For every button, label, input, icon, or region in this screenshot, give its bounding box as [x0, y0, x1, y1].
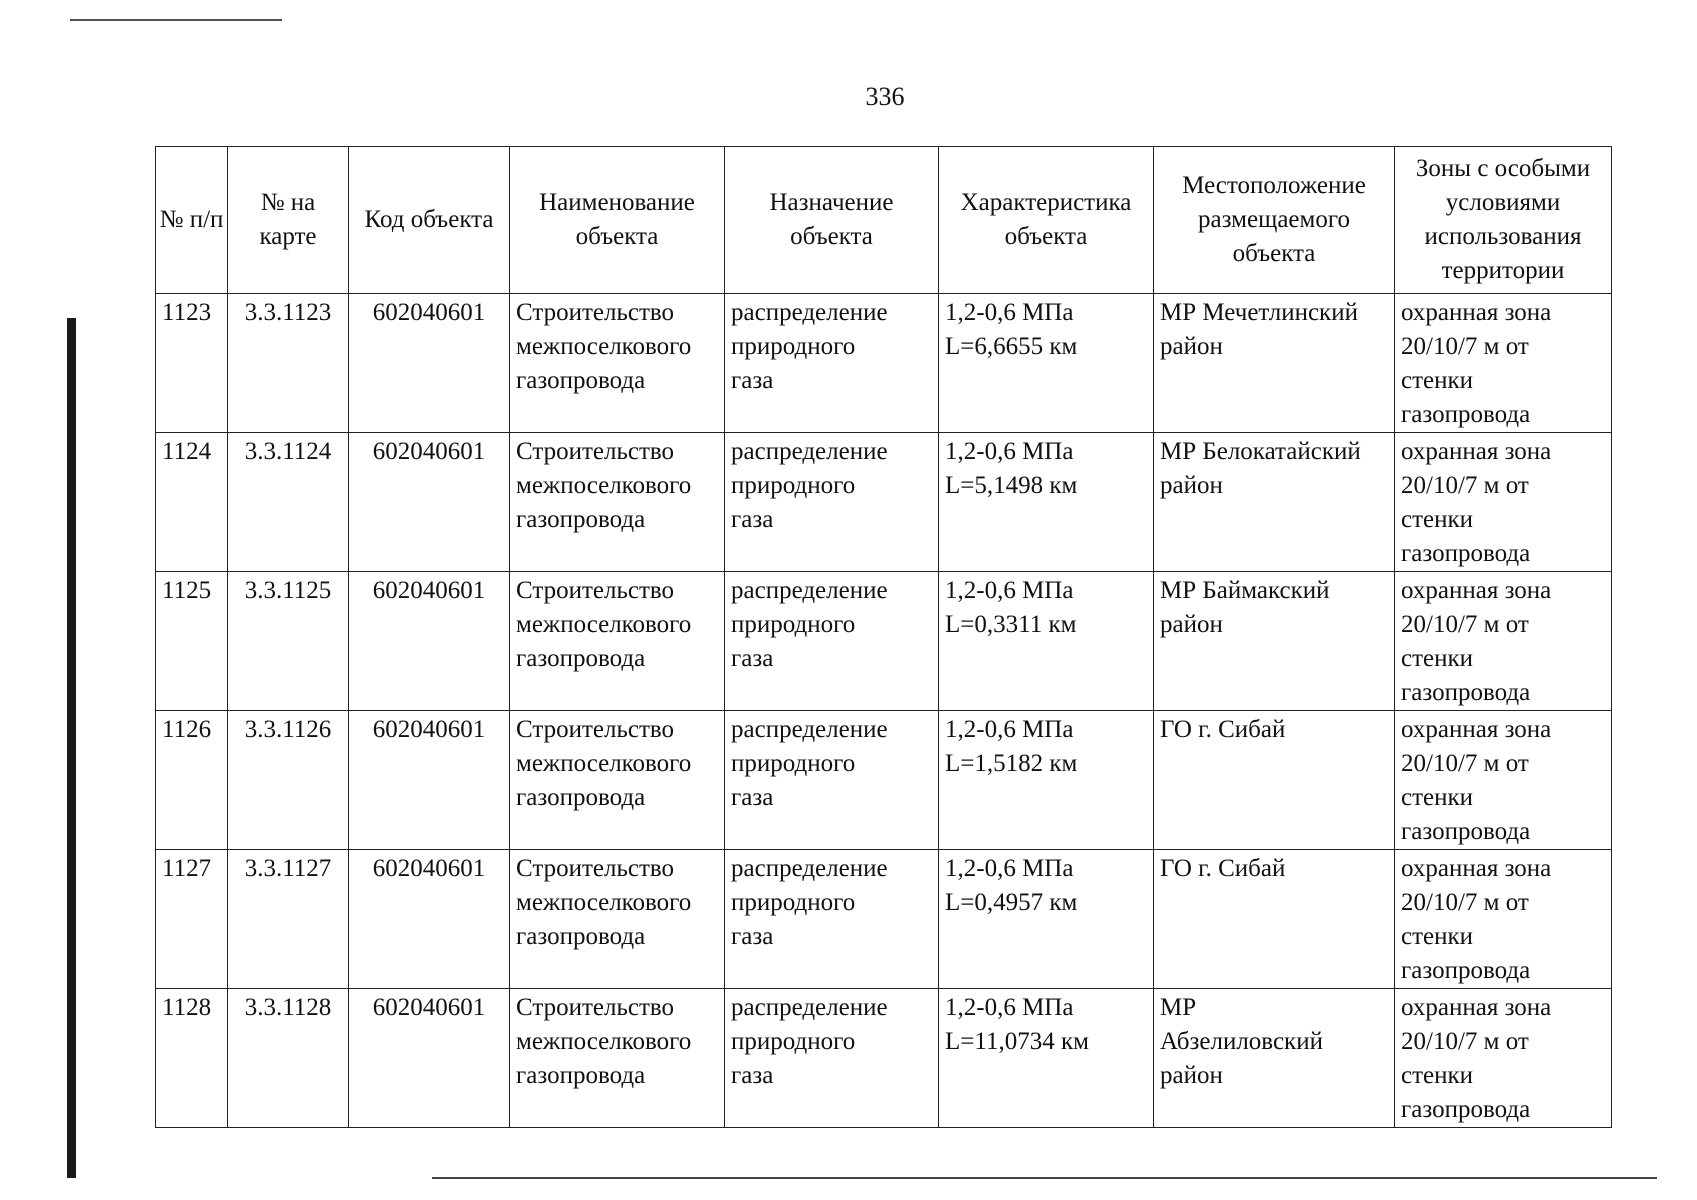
cell-object-location-line: ГО г. Сибай	[1160, 716, 1286, 743]
cell-object-purpose	[725, 433, 939, 572]
cell-object-purpose-line: газа	[731, 784, 774, 811]
cell-object-name	[510, 711, 725, 850]
cell-object-purpose-line: природного	[731, 889, 856, 916]
cell-special-zone-line: 20/10/7 м от	[1401, 472, 1529, 499]
table-body	[156, 294, 1612, 1128]
cell-special-zone-line: газопровода	[1401, 401, 1531, 428]
table-row	[156, 572, 1612, 711]
cell-special-zone-line: 20/10/7 м от	[1401, 611, 1529, 638]
cell-special-zone-line: газопровода	[1401, 540, 1531, 567]
cell-object-purpose	[725, 850, 939, 989]
cell-special-zone-line: стенки	[1401, 923, 1474, 950]
cell-object-location-line: ГО г. Сибай	[1160, 855, 1286, 882]
cell-object-name-line: Строительство	[516, 577, 675, 604]
cell-object-name-line: Строительство	[516, 994, 675, 1021]
cell-object-purpose-line: газа	[731, 645, 774, 672]
cell-map-number: 3.3.1124	[228, 433, 349, 572]
cell-special-zone	[1395, 294, 1612, 433]
cell-object-name-line: газопровода	[516, 645, 646, 672]
cell-object-characteristic-line: 1,2-0,6 МПа	[945, 577, 1074, 604]
cell-object-name-line: межпоселкового	[516, 1028, 692, 1055]
header-num: № п/п	[156, 147, 228, 294]
cell-object-name-line: межпоселкового	[516, 333, 692, 360]
cell-object-purpose-line: распределение	[731, 438, 888, 465]
cell-object-characteristic	[939, 711, 1154, 850]
cell-object-characteristic-line: L=1,5182 км	[945, 750, 1078, 777]
cell-object-purpose-line: природного	[731, 1028, 856, 1055]
cell-object-purpose-line: природного	[731, 333, 856, 360]
cell-special-zone-line: охранная зона	[1401, 716, 1552, 743]
cell-object-name-line: газопровода	[516, 506, 646, 533]
cell-object-purpose-line: природного	[731, 750, 856, 777]
cell-object-code: 602040601	[349, 711, 510, 850]
cell-special-zone	[1395, 433, 1612, 572]
cell-num: 1124	[156, 433, 228, 572]
table-row	[156, 433, 1612, 572]
header-map-number: № на карте	[228, 147, 349, 294]
cell-object-location-line: МР Мечетлинский	[1160, 299, 1358, 326]
cell-object-characteristic-line: 1,2-0,6 МПа	[945, 299, 1074, 326]
cell-object-location-line: район	[1160, 472, 1223, 499]
cell-object-purpose-line: природного	[731, 611, 856, 638]
cell-special-zone-line: газопровода	[1401, 818, 1531, 845]
cell-object-name-line: межпоселкового	[516, 750, 692, 777]
cell-object-purpose-line: распределение	[731, 577, 888, 604]
cell-special-zone-line: охранная зона	[1401, 438, 1552, 465]
cell-object-location-line: район	[1160, 333, 1223, 360]
cell-object-purpose-line: распределение	[731, 299, 888, 326]
cell-object-name	[510, 572, 725, 711]
cell-map-number: 3.3.1125	[228, 572, 349, 711]
cell-object-characteristic-line: L=11,0734 км	[945, 1028, 1089, 1055]
cell-object-characteristic-line: 1,2-0,6 МПа	[945, 994, 1074, 1021]
cell-object-characteristic-line: L=5,1498 км	[945, 472, 1078, 499]
cell-map-number: 3.3.1128	[228, 989, 349, 1128]
cell-object-name-line: Строительство	[516, 855, 675, 882]
cell-num: 1125	[156, 572, 228, 711]
cell-object-location	[1154, 850, 1395, 989]
cell-special-zone-line: 20/10/7 м от	[1401, 333, 1529, 360]
header-object-purpose: Назначение объекта	[725, 147, 939, 294]
scan-top-rule	[70, 19, 282, 21]
cell-special-zone-line: стенки	[1401, 506, 1474, 533]
cell-object-characteristic	[939, 850, 1154, 989]
cell-object-code: 602040601	[349, 989, 510, 1128]
cell-object-characteristic	[939, 433, 1154, 572]
cell-special-zone-line: стенки	[1401, 1062, 1474, 1089]
cell-object-purpose	[725, 572, 939, 711]
table-row	[156, 989, 1612, 1128]
cell-object-location-line: МР	[1160, 994, 1197, 1021]
cell-object-purpose-line: газа	[731, 1062, 774, 1089]
cell-special-zone-line: охранная зона	[1401, 855, 1552, 882]
cell-object-characteristic-line: 1,2-0,6 МПа	[945, 438, 1074, 465]
header-object-characteristic: Характеристика объекта	[939, 147, 1154, 294]
cell-special-zone-line: 20/10/7 м от	[1401, 750, 1529, 777]
cell-object-characteristic-line: L=6,6655 км	[945, 333, 1078, 360]
cell-object-characteristic-line: 1,2-0,6 МПа	[945, 716, 1074, 743]
cell-object-name-line: межпоселкового	[516, 472, 692, 499]
cell-object-name	[510, 850, 725, 989]
cell-special-zone-line: 20/10/7 м от	[1401, 1028, 1529, 1055]
cell-object-name-line: газопровода	[516, 367, 646, 394]
cell-num: 1126	[156, 711, 228, 850]
cell-special-zone-line: газопровода	[1401, 679, 1531, 706]
cell-object-code: 602040601	[349, 850, 510, 989]
table-row	[156, 711, 1612, 850]
cell-map-number: 3.3.1126	[228, 711, 349, 850]
cell-object-name-line: межпоселкового	[516, 889, 692, 916]
cell-map-number: 3.3.1123	[228, 294, 349, 433]
cell-object-location	[1154, 433, 1395, 572]
cell-num: 1123	[156, 294, 228, 433]
cell-object-characteristic-line: L=0,4957 км	[945, 889, 1078, 916]
cell-object-location-line: МР Баймакский	[1160, 577, 1330, 604]
cell-special-zone	[1395, 711, 1612, 850]
cell-object-purpose	[725, 711, 939, 850]
cell-object-name-line: Строительство	[516, 438, 675, 465]
cell-special-zone	[1395, 989, 1612, 1128]
cell-object-name	[510, 989, 725, 1128]
cell-object-purpose-line: природного	[731, 472, 856, 499]
cell-special-zone-line: газопровода	[1401, 957, 1531, 984]
cell-object-purpose-line: газа	[731, 923, 774, 950]
scan-left-edge	[67, 318, 76, 1178]
cell-object-name-line: газопровода	[516, 1062, 646, 1089]
cell-special-zone-line: газопровода	[1401, 1096, 1531, 1123]
cell-object-location-line: район	[1160, 611, 1223, 638]
cell-object-purpose-line: газа	[731, 506, 774, 533]
cell-object-characteristic	[939, 294, 1154, 433]
cell-special-zone-line: стенки	[1401, 645, 1474, 672]
cell-object-location	[1154, 294, 1395, 433]
cell-num: 1128	[156, 989, 228, 1128]
cell-object-characteristic	[939, 989, 1154, 1128]
header-object-location: Местоположение размещаемого объекта	[1154, 147, 1395, 294]
header-object-code: Код объекта	[349, 147, 510, 294]
table-row	[156, 850, 1612, 989]
table-header-row	[156, 147, 1612, 294]
cell-object-name	[510, 433, 725, 572]
cell-object-purpose	[725, 989, 939, 1128]
cell-object-location	[1154, 572, 1395, 711]
cell-special-zone-line: стенки	[1401, 367, 1474, 394]
cell-special-zone	[1395, 572, 1612, 711]
cell-object-location-line: МР Белокатайский	[1160, 438, 1361, 465]
cell-object-name-line: Строительство	[516, 299, 675, 326]
cell-object-characteristic-line: L=0,3311 км	[945, 611, 1077, 638]
cell-object-name	[510, 294, 725, 433]
cell-object-location-line: Абзелиловский	[1160, 1028, 1323, 1055]
cell-object-name-line: межпоселкового	[516, 611, 692, 638]
cell-special-zone-line: 20/10/7 м от	[1401, 889, 1529, 916]
cell-special-zone-line: охранная зона	[1401, 994, 1552, 1021]
cell-object-purpose-line: распределение	[731, 994, 888, 1021]
cell-special-zone-line: охранная зона	[1401, 299, 1552, 326]
cell-map-number: 3.3.1127	[228, 850, 349, 989]
cell-object-purpose	[725, 294, 939, 433]
cell-object-code: 602040601	[349, 433, 510, 572]
cell-object-location	[1154, 711, 1395, 850]
cell-object-purpose-line: распределение	[731, 855, 888, 882]
header-object-name: Наименование объекта	[510, 147, 725, 294]
cell-special-zone-line: стенки	[1401, 784, 1474, 811]
cell-object-code: 602040601	[349, 572, 510, 711]
cell-object-purpose-line: распределение	[731, 716, 888, 743]
cell-object-name-line: Строительство	[516, 716, 675, 743]
cell-num: 1127	[156, 850, 228, 989]
cell-special-zone-line: охранная зона	[1401, 577, 1552, 604]
table-row	[156, 294, 1612, 433]
cell-object-location-line: район	[1160, 1062, 1223, 1089]
cell-object-location	[1154, 989, 1395, 1128]
cell-object-characteristic	[939, 572, 1154, 711]
cell-object-characteristic-line: 1,2-0,6 МПа	[945, 855, 1074, 882]
page-number: 336	[865, 82, 905, 111]
cell-special-zone	[1395, 850, 1612, 989]
header-special-zones: Зоны с особыми условиями использования территории	[1395, 147, 1612, 294]
scan-bottom-rule	[432, 1177, 1657, 1179]
cell-object-name-line: газопровода	[516, 923, 646, 950]
objects-table	[155, 146, 1612, 1128]
cell-object-code: 602040601	[349, 294, 510, 433]
cell-object-purpose-line: газа	[731, 367, 774, 394]
cell-object-name-line: газопровода	[516, 784, 646, 811]
